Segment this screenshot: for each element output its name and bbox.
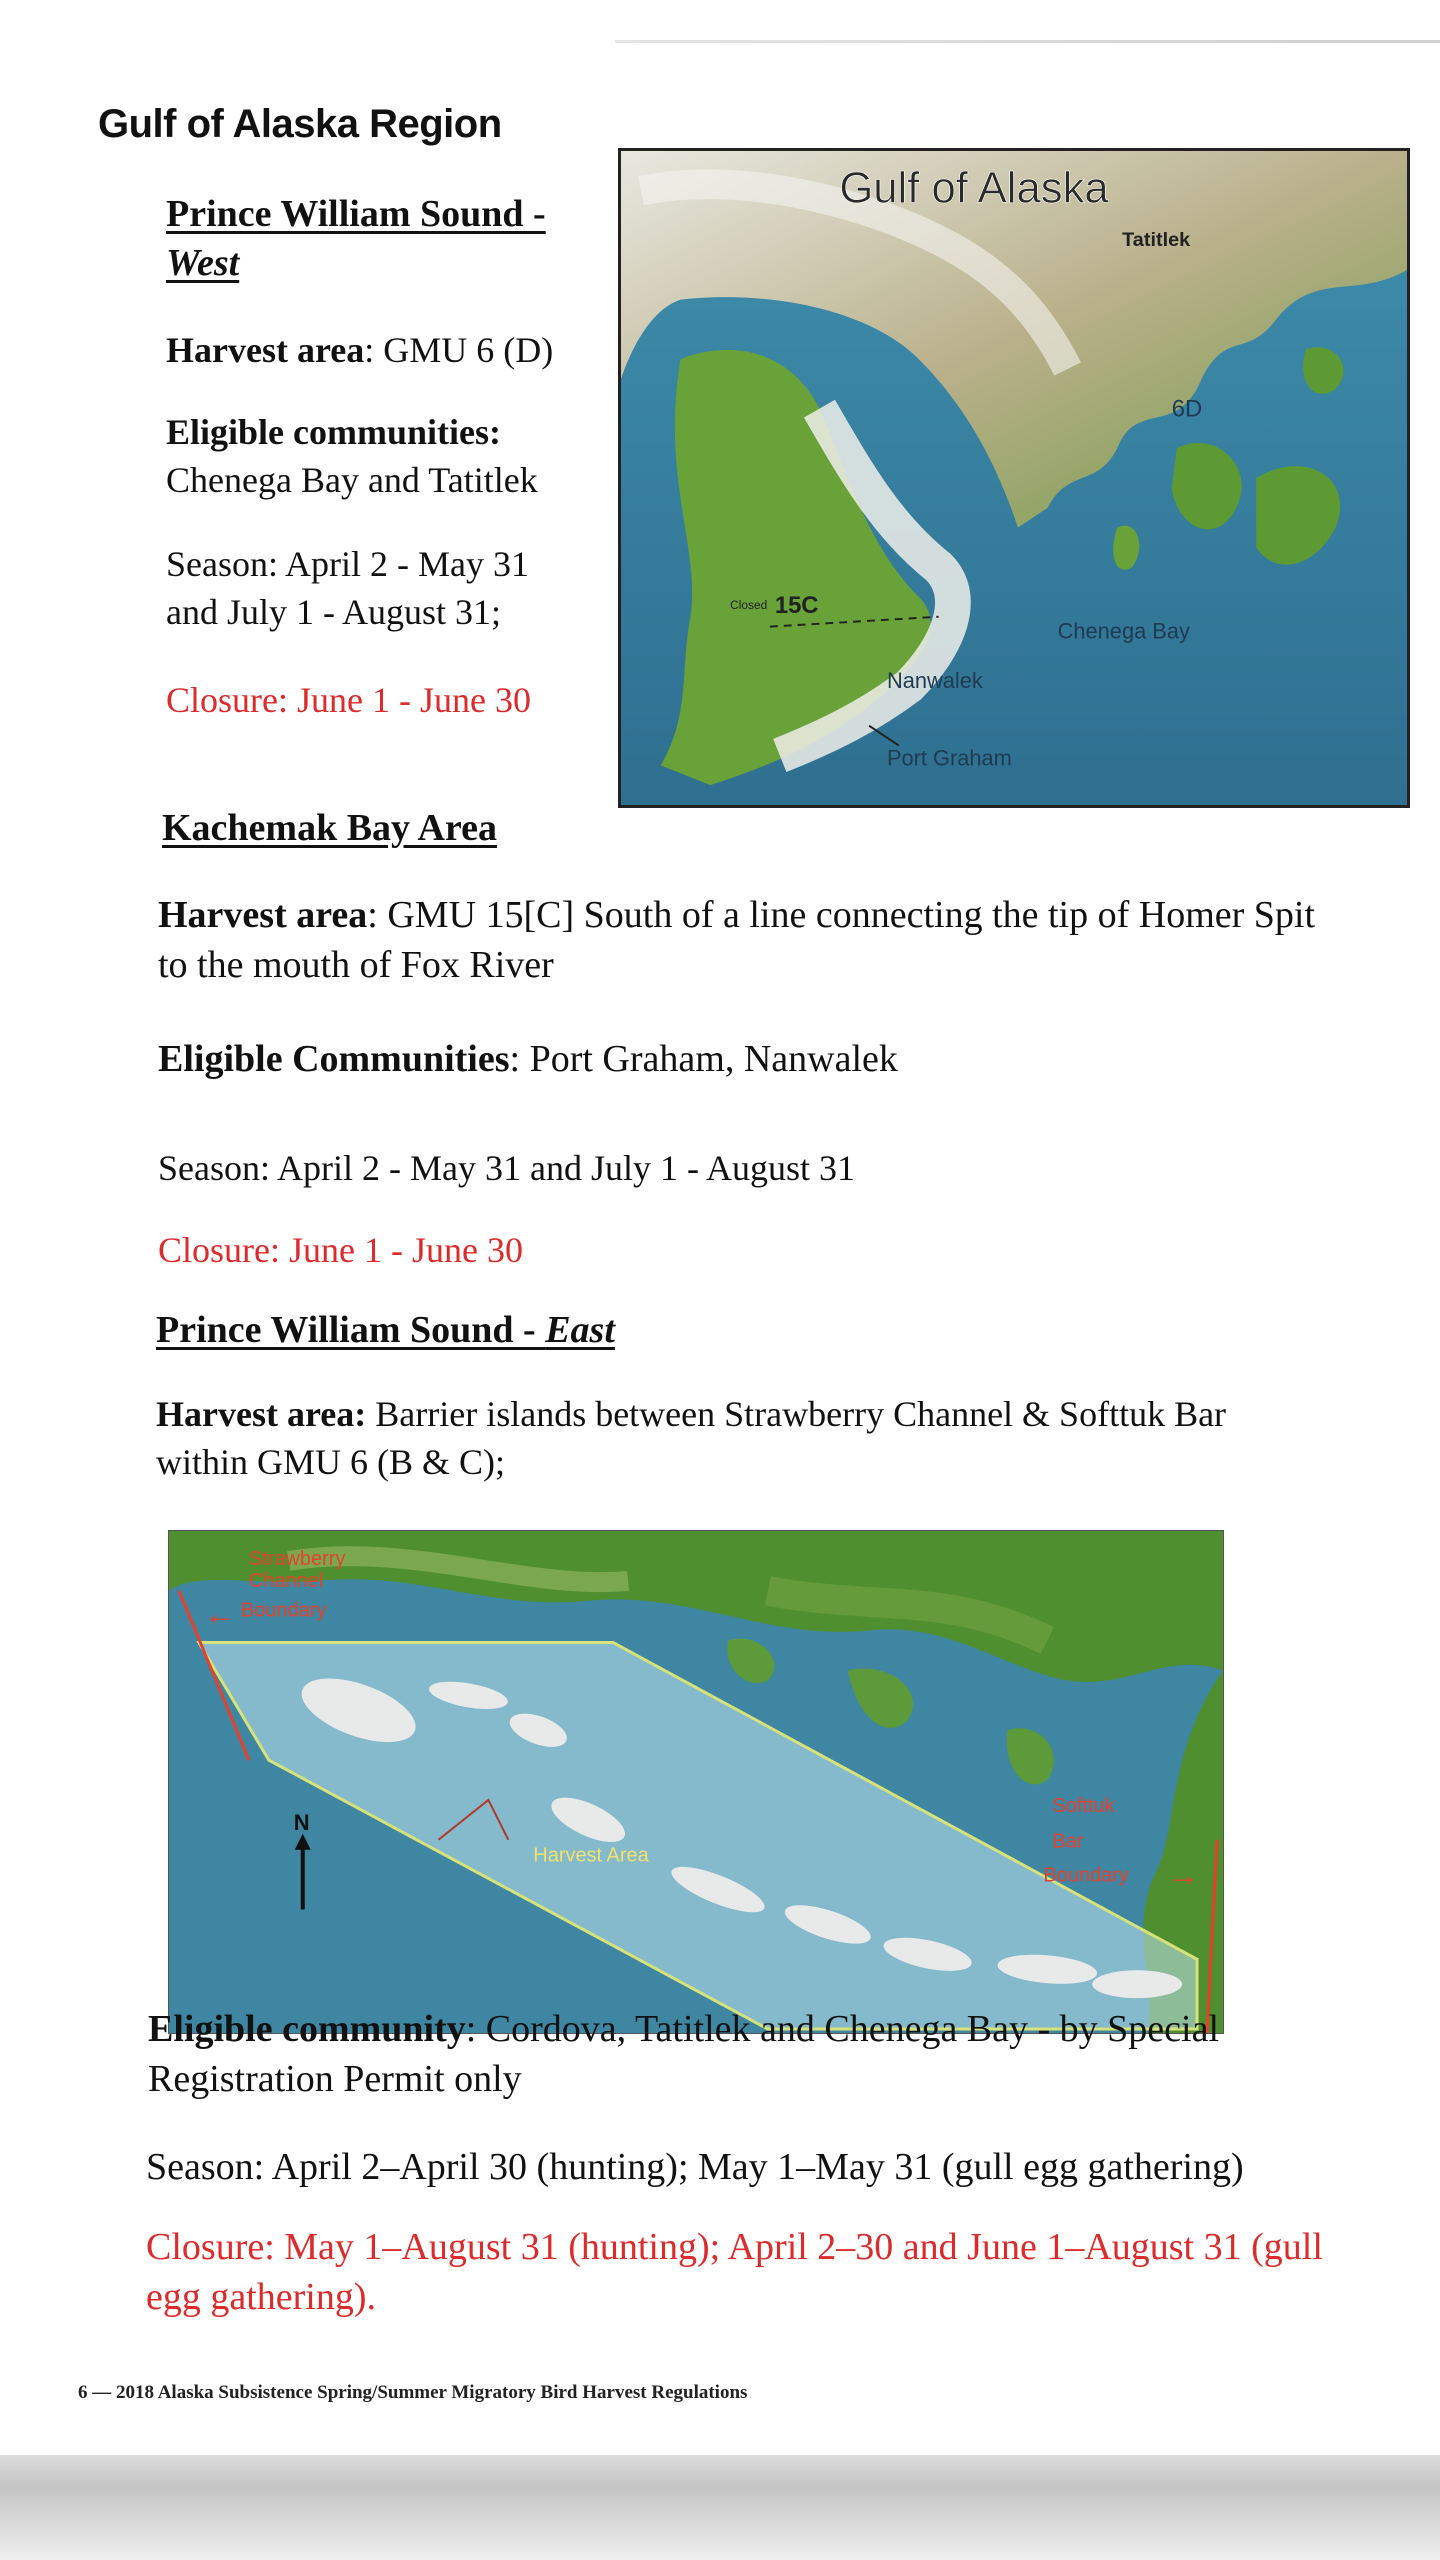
- pws-west-harvest: Harvest area: GMU 6 (D): [166, 330, 554, 370]
- kachemak-harvest: Harvest area: GMU 15[C] South of a line connecting the tip of Homer Spit to the mouth of Fox River: [158, 894, 1316, 986]
- kachemak-eligible: Eligible Communities: Port Graham, Nanwalek: [158, 1038, 898, 1080]
- right-arrow-icon: →: [1167, 1856, 1200, 1893]
- map1-chenega-label: Chenega Bay: [1057, 618, 1190, 644]
- barrier-islands-map: [168, 1530, 1224, 2034]
- map1-nanwalek-label: Nanwalek: [886, 668, 983, 694]
- map1-tatitlek-label: Tatitlek: [1122, 229, 1191, 252]
- pws-east-title: Prince William Sound - East: [156, 1309, 615, 1351]
- right-boundary-label: Softtuk Bar Boundary: [1043, 1794, 1129, 1887]
- region-title: Gulf of Alaska Region: [98, 102, 502, 146]
- map1-6d-label: 6D: [1171, 395, 1203, 423]
- top-rule: [615, 40, 1440, 43]
- page-footer: 6 — 2018 Alaska Subsistence Spring/Summer Migratory Bird Harvest Regulations: [78, 2382, 748, 2403]
- map1-port-graham-label: Port Graham: [886, 745, 1012, 771]
- gulf-of-alaska-map: [618, 148, 1410, 808]
- kachemak-season: Season: April 2 - May 31 and July 1 - August 31: [158, 1148, 855, 1188]
- pws-east-harvest: Harvest area: Barrier islands between Strawberry Channel & Softtuk Bar within GMU 6 (B & C);: [156, 1394, 1227, 1482]
- left-boundary-label: Strawberry Channel Boundary: [240, 1547, 346, 1622]
- pws-west-season: Season: April 2 - May 31 and July 1 - August 31;: [166, 544, 529, 632]
- pws-west-title: Prince William Sound - West: [166, 193, 546, 285]
- map1-closed-label: Closed: [730, 597, 768, 612]
- pws-east-eligible: Eligible community: Cordova, Tatitlek and Chenega Bay - by Special Registration Permit only: [148, 2008, 1220, 2100]
- harvest-area-label: Harvest Area: [533, 1844, 649, 1867]
- kachemak-title: Kachemak Bay Area: [162, 807, 497, 849]
- north-label: N: [293, 1809, 310, 1835]
- left-arrow-icon: ←: [203, 1595, 236, 1632]
- pws-west-eligible: Eligible communities: Chenega Bay and Tatitlek: [166, 412, 538, 500]
- kachemak-closure: Closure: June 1 - June 30: [158, 1230, 523, 1270]
- pws-east-closure: Closure: May 1–August 31 (hunting); April 2–30 and June 1–August 31 (gull egg gathering).: [146, 2226, 1323, 2318]
- pws-east-season: Season: April 2–April 30 (hunting); May 1–May 31 (gull egg gathering): [146, 2146, 1244, 2188]
- map1-15c-label: 15C: [774, 591, 819, 619]
- pws-west-closure: Closure: June 1 - June 30: [166, 680, 531, 720]
- scan-bottom-band: [0, 2455, 1440, 2560]
- map1-title: Gulf of Alaska: [839, 164, 1109, 213]
